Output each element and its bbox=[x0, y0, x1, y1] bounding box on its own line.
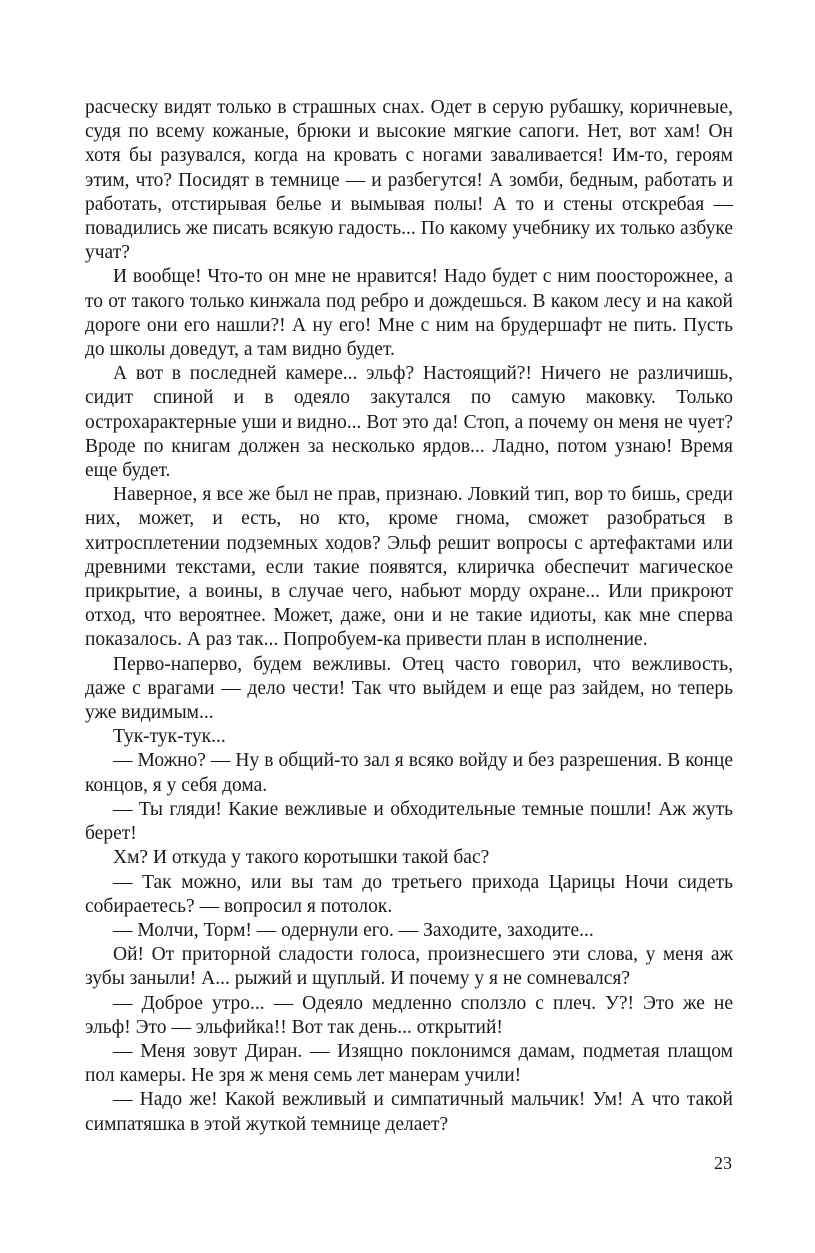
paragraph-15: — Надо же! Какой вежливый и симпатичный мальчик! Ум! А что такой симпатяшка в этой жуткой темнице делает? bbox=[85, 1089, 733, 1135]
paragraph-1: расческу видят только в страшных снах. Одет в серую рубашку, коричневые, судя по всему кожаные, брюки и высокие мягкие сапоги. Нет, вот хам! Он хотя бы разувался, когда на кровать с ногами заваливается! Им-то, героям этим, что? Посидят в темнице — и разбегутся! А зомби, бедным, работать и работать, отстирывая белье и вымывая полы! А то и стены отскребая — повадились же писать всякую гадость... По какому учебнику их только азбуке учат? bbox=[85, 97, 733, 264]
paragraph-6: Тук-тук-тук... bbox=[113, 726, 226, 748]
paragraph-5: Перво-наперво, будем вежливы. Отец часто говорил, что вежливость, даже с врагами — дело чести! Так что выйдем и еще раз зайдем, но теперь уже видимым... bbox=[85, 653, 733, 724]
paragraph-4: Наверное, я все же был не прав, признаю. Ловкий тип, вор то бишь, среди них, может, и есть, но кто, кроме гнома, сможет разобраться в хитросплетении подземных ходов? Эльф решит вопросы с артефактами или древними текстами, если такие появятся, клиричка обеспечит магическое прикрытие, а воины, в случае чего, набьют морду охране... Или прикроют отход, что вероятнее. Может, даже, они и не такие идиоты, как мне сперва показалось. А раз так... Попробуем-ка привести план в исполнение. bbox=[85, 484, 733, 651]
page-body bbox=[85, 96, 733, 1137]
paragraph-11: — Молчи, Торм! — одернули его. — Заходите, заходите... bbox=[113, 919, 594, 941]
paragraph-10: — Так можно, или вы там до третьего прихода Царицы Ночи сидеть собираетесь? — вопросил я потолок. bbox=[85, 871, 733, 917]
paragraph-7: — Можно? — Ну в общий-то зал я всяко войду и без разрешения. В конце концов, я у себя дома. bbox=[85, 750, 733, 796]
paragraph-13: — Доброе утро... — Одеяло медленно сползло с плеч. У?! Это же не эльф! Это — эльфийка!! Вот так день... открытий! bbox=[85, 992, 733, 1038]
page-number: 23 bbox=[714, 1153, 732, 1173]
paragraph-8: — Ты гляди! Какие вежливые и обходительные темные пошли! Аж жуть берет! bbox=[85, 798, 733, 845]
paragraph-3: А вот в последней камере... эльф? Настоящий?! Ничего не различишь, сидит спиной и в одеяло закутался по самую маковку. Только острохарактерные уши и видно... Вот это да! Стоп, а почему он меня не чует? Вроде по книгам должен за несколько ярдов... Ладно, потом узнаю! Время еще будет. bbox=[85, 363, 733, 482]
paragraph-14: — Меня зовут Диран. — Изящно поклонимся дамам, подметая плащом пол камеры. Не зря ж меня семь лет манерам учили! bbox=[85, 1040, 733, 1087]
paragraph-9: Хм? И откуда у такого коротышки такой бас? bbox=[113, 847, 490, 869]
paragraph-12: Ой! От приторной сладости голоса, произнесшего эти слова, у меня аж зубы заныли! А... рыжий и щуплый. И почему у я не сомневался? bbox=[85, 944, 733, 990]
paragraph-2: И вообще! Что-то он мне не нравится! Надо будет с ним поосторожнее, а то от такого только кинжала под ребро и дождешься. В каком лесу и на какой дороге они его нашли?! А ну его! Мне с ним на брудершафт не пить. Пусть до школы доведут, а там видно будет. bbox=[85, 266, 733, 361]
